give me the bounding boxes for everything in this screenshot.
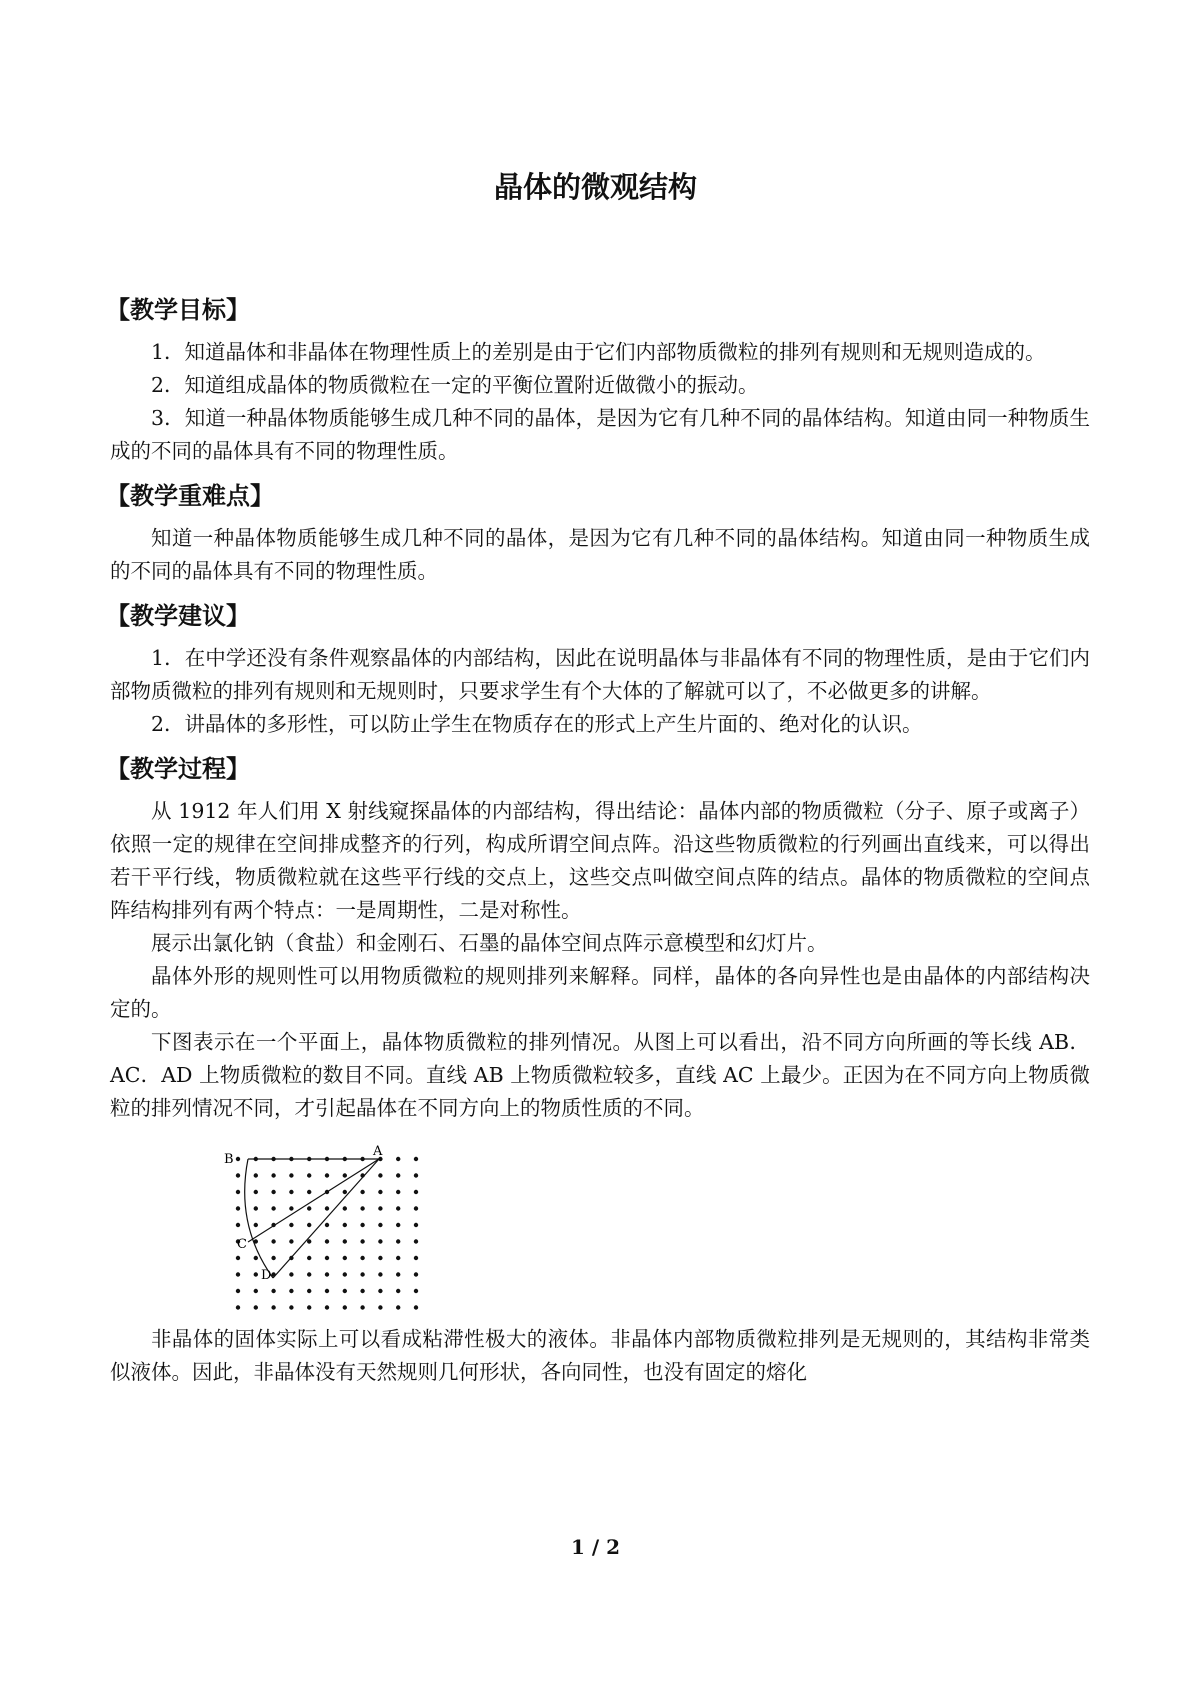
lattice-point: [396, 1272, 400, 1276]
lattice-point: [236, 1289, 240, 1293]
section-key-points: [106, 476, 1090, 588]
lattice-point: [396, 1239, 400, 1243]
document-body: [106, 290, 1090, 1389]
section-heading: 【教学过程】: [106, 755, 250, 783]
lattice-point: [414, 1206, 418, 1210]
lattice-point: [343, 1206, 347, 1210]
lattice-point: [236, 1173, 240, 1177]
lattice-point: [271, 1190, 275, 1194]
lattice-point: [271, 1173, 275, 1177]
paragraph: 晶体外形的规则性可以用物质微粒的规则排列来解释。同样，晶体的各向异性也是由晶体的内部结构决定的。: [110, 964, 1090, 1021]
line-ac: [248, 1159, 379, 1242]
lattice-point: [307, 1305, 311, 1309]
lattice-point: [360, 1239, 364, 1243]
section-heading: 【教学建议】: [106, 602, 250, 630]
lattice-point: [271, 1289, 275, 1293]
lattice-point: [254, 1289, 258, 1293]
paragraph: 2．知道组成晶体的物质微粒在一定的平衡位置附近做微小的振动。: [151, 373, 759, 397]
lattice-diagram: [220, 1145, 420, 1313]
lattice-point: [396, 1256, 400, 1260]
lattice-point: [414, 1256, 418, 1260]
lattice-point: [236, 1157, 240, 1161]
lattice-point: [378, 1190, 382, 1194]
lattice-point: [289, 1239, 293, 1243]
paragraph: 1．知道晶体和非晶体在物理性质上的差别是由于它们内部物质微粒的排列有规则和无规则造成的。: [151, 340, 1046, 364]
paragraph: 非晶体的固体实际上可以看成粘滞性极大的液体。非晶体内部物质微粒排列是无规则的，其结构非常类似液体。因此，非晶体没有天然规则几何形状，各向同性，也没有固定的熔化: [110, 1327, 1090, 1384]
arc-line: [245, 1159, 273, 1278]
lattice-point: [360, 1256, 364, 1260]
paragraph: 3．知道一种晶体物质能够生成几种不同的晶体，是因为它有几种不同的晶体结构。知道由同一种物质生成的不同的晶体具有不同的物理性质。: [110, 406, 1090, 463]
page-title: 晶体的微观结构: [493, 170, 697, 204]
lattice-point: [343, 1305, 347, 1309]
lattice-point: [307, 1206, 311, 1210]
lattice-point: [360, 1305, 364, 1309]
section-process: [106, 749, 1090, 1125]
lattice-point: [396, 1223, 400, 1227]
lattice-point: [325, 1256, 329, 1260]
lattice-point: [307, 1289, 311, 1293]
lattice-points: [236, 1157, 418, 1310]
lattice-point: [236, 1256, 240, 1260]
lattice-point: [289, 1305, 293, 1309]
lattice-point: [307, 1272, 311, 1276]
label-a: A: [373, 1145, 383, 1159]
lattice-point: [396, 1305, 400, 1309]
lattice-point: [325, 1305, 329, 1309]
lattice-point: [254, 1173, 258, 1177]
lattice-point: [414, 1157, 418, 1161]
lattice-point: [307, 1256, 311, 1260]
lattice-point: [378, 1239, 382, 1243]
lattice-point: [360, 1190, 364, 1194]
lattice-point: [360, 1206, 364, 1210]
lattice-point: [378, 1206, 382, 1210]
lattice-point: [396, 1173, 400, 1177]
lattice-point: [343, 1289, 347, 1293]
lattice-point: [325, 1206, 329, 1210]
lattice-point: [396, 1206, 400, 1210]
lattice-point: [236, 1206, 240, 1210]
lattice-point: [254, 1272, 258, 1276]
lattice-point: [325, 1173, 329, 1177]
lattice-point: [236, 1223, 240, 1227]
page-number: 1 / 2: [570, 1535, 621, 1559]
lattice-point: [414, 1190, 418, 1194]
lattice-point: [343, 1239, 347, 1243]
lattice-point: [289, 1173, 293, 1177]
lattice-point: [343, 1256, 347, 1260]
lattice-point: [343, 1272, 347, 1276]
paragraph: 2．讲晶体的多形性，可以防止学生在物质存在的形式上产生片面的、绝对化的认识。: [151, 712, 923, 736]
paragraph: 下图表示在一个平面上，晶体物质微粒的排列情况。从图上可以看出，沿不同方向所画的等长线 AB．AC．AD 上物质微粒的数目不同。直线 AB 上物质微粒较多，直线 AC 上最少。正因为在不同方向上物质微粒的排列情况不同，才引起晶体在不同方向上的物质性质的不同。: [110, 1030, 1090, 1120]
lattice-point: [343, 1223, 347, 1227]
lattice-point: [378, 1272, 382, 1276]
lattice-point: [343, 1173, 347, 1177]
lattice-point: [414, 1289, 418, 1293]
lattice-point: [307, 1223, 311, 1227]
lattice-point: [254, 1206, 258, 1210]
lattice-point: [307, 1190, 311, 1194]
lattice-point: [254, 1256, 258, 1260]
lattice-point: [414, 1239, 418, 1243]
lattice-point: [271, 1256, 275, 1260]
lattice-point: [307, 1173, 311, 1177]
lattice-point: [254, 1190, 258, 1194]
lattice-point: [360, 1272, 364, 1276]
lattice-point: [414, 1305, 418, 1309]
lattice-point: [271, 1239, 275, 1243]
lattice-point: [378, 1223, 382, 1227]
lattice-point: [236, 1305, 240, 1309]
lattice-point: [378, 1173, 382, 1177]
lattice-point: [378, 1289, 382, 1293]
paragraph: 知道一种晶体物质能够生成几种不同的晶体，是因为它有几种不同的晶体结构。知道由同一种物质生成的不同的晶体具有不同的物理性质。: [110, 526, 1090, 583]
lattice-point: [360, 1223, 364, 1227]
lattice-point: [254, 1305, 258, 1309]
lattice-point: [396, 1157, 400, 1161]
section-objectives: [106, 290, 1090, 468]
lattice-point: [325, 1239, 329, 1243]
paragraph: 展示出氯化钠（食盐）和金刚石、石墨的晶体空间点阵示意模型和幻灯片。: [151, 931, 828, 955]
lattice-point: [396, 1190, 400, 1194]
label-c: C: [237, 1237, 247, 1252]
crystal-lattice-figure: [110, 1133, 1090, 1323]
section-heading: 【教学重难点】: [106, 482, 274, 510]
lattice-point: [271, 1305, 275, 1309]
section-suggestions: [106, 596, 1090, 741]
lattice-point: [289, 1206, 293, 1210]
lattice-point: [378, 1305, 382, 1309]
lattice-point: [289, 1190, 293, 1194]
lattice-point: [271, 1206, 275, 1210]
lattice-point: [325, 1223, 329, 1227]
lattice-point: [414, 1272, 418, 1276]
label-d: D: [261, 1268, 272, 1283]
lattice-point: [360, 1289, 364, 1293]
lattice-point: [414, 1173, 418, 1177]
lattice-point: [254, 1223, 258, 1227]
lattice-point: [289, 1272, 293, 1276]
paragraph: 从 1912 年人们用 X 射线窥探晶体的内部结构，得出结论：晶体内部的物质微粒（分子、原子或离子）依照一定的规律在空间排成整齐的行列，构成所谓空间点阵。沿这些物质微粒的行列画出直线来，可以得出若干平行线，物质微粒就在这些平行线的交点上，这些交点叫做空间点阵的结点。晶体的物质微粒的空间点阵结构排列有两个特点：一是周期性，二是对称性。: [110, 799, 1090, 922]
section-heading: 【教学目标】: [106, 296, 250, 324]
lattice-point: [325, 1289, 329, 1293]
lattice-point: [396, 1289, 400, 1293]
lattice-point: [236, 1190, 240, 1194]
label-b: B: [224, 1152, 234, 1167]
lattice-point: [289, 1289, 293, 1293]
lattice-point: [236, 1272, 240, 1276]
lattice-point: [414, 1223, 418, 1227]
paragraph: 1．在中学还没有条件观察晶体的内部结构，因此在说明晶体与非晶体有不同的物理性质，是由于它们内部物质微粒的排列有规则和无规则时，只要求学生有个大体的了解就可以了，不必做更多的讲解。: [110, 646, 1090, 703]
lattice-point: [343, 1190, 347, 1194]
lattice-point: [289, 1223, 293, 1227]
lattice-point: [325, 1272, 329, 1276]
lattice-point: [378, 1256, 382, 1260]
